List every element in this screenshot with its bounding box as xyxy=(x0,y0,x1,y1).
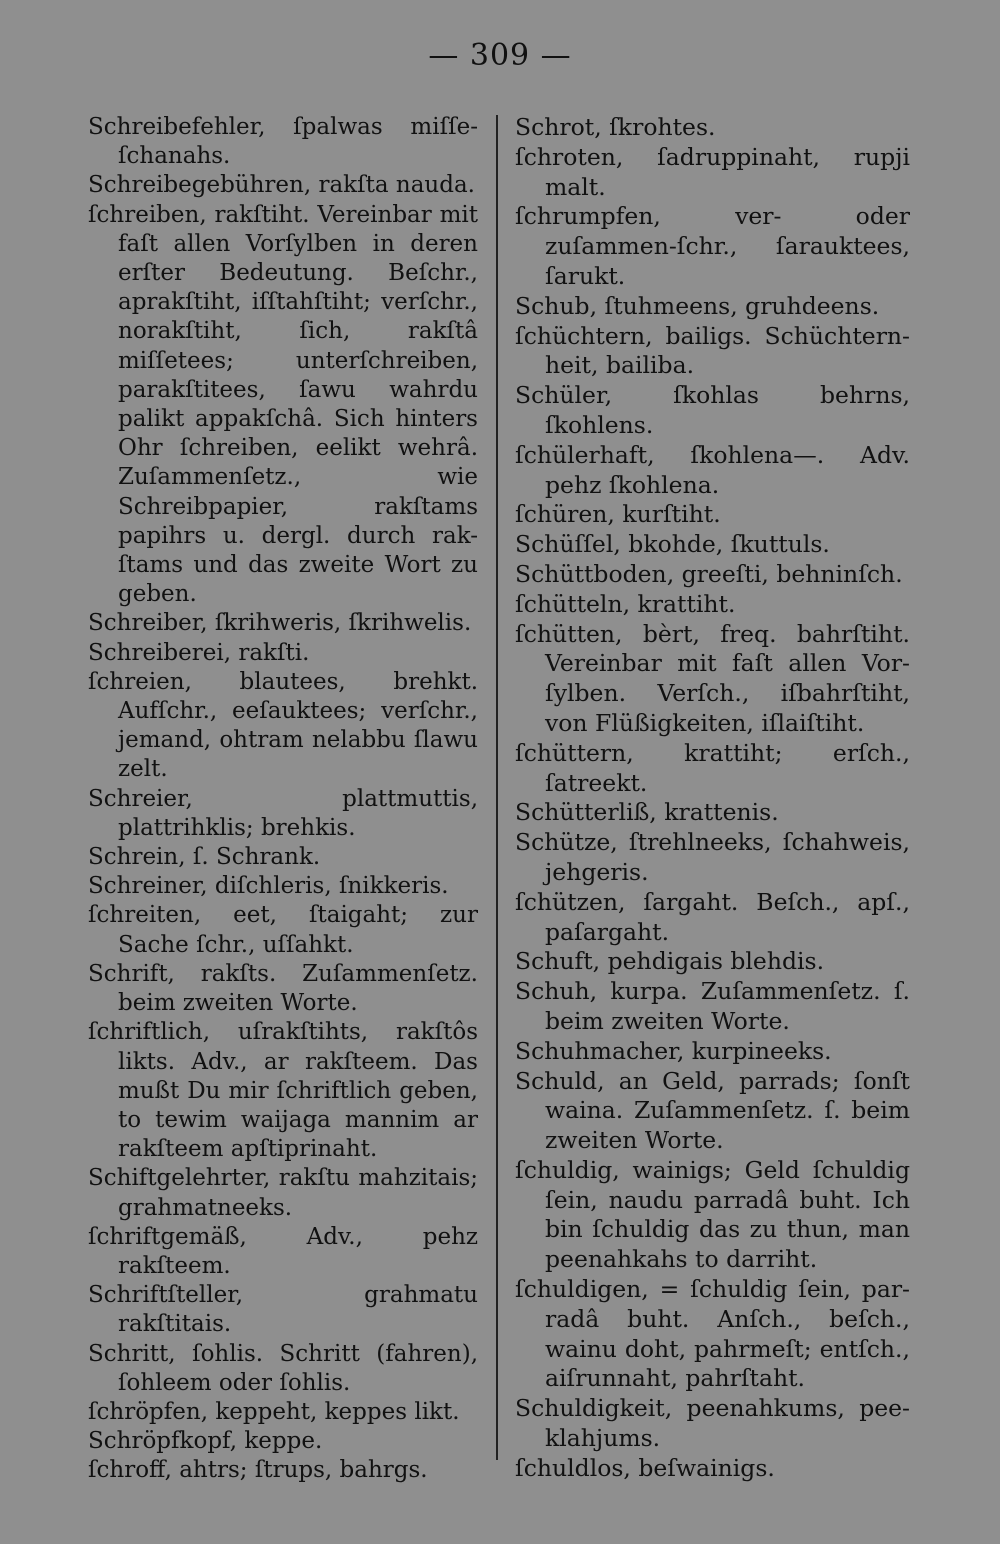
column-divider xyxy=(496,115,498,1460)
dictionary-entry: ſchreien, blautees, brehkt. Aufſchr., eeſauktees; verſchr., jemand, ohtram nelabbu ſlawu zelt. xyxy=(88,668,478,783)
dictionary-entry: Schüler, ſkohlas behrns, ſkohlens. xyxy=(515,381,910,439)
left-column xyxy=(88,113,478,1486)
dictionary-entry: Schüſſel, bkohde, ſkuttuls. xyxy=(515,530,830,559)
dictionary-entry: Schuld, an Geld, parrads; ſonſt waina. Zuſammenſetz. ſ. beim zweiten Worte. xyxy=(515,1066,910,1155)
dictionary-entry: Schreiner, diſchleris, ſnikkeris. xyxy=(88,873,449,900)
dictionary-entry: Schütterliß, krattenis. xyxy=(515,798,779,827)
dictionary-entry: ſchuldig, wainigs; Geld ſchuldig ſein, naudu parradâ buht. Ich bin ſchuldig das zu thun, man peenahkahs to darriht. xyxy=(515,1155,910,1274)
dictionary-entry: ſchülerhaft, ſkohlena—. Adv. pehz ſkohlena. xyxy=(515,440,910,499)
dictionary-entry: Schröpfkopf, keppe. xyxy=(88,1428,323,1455)
dictionary-entry: ſchüchtern, bailigs. Schüchtern-heit, bailiba. xyxy=(515,321,910,380)
dictionary-entry: Schrift, rakſts. Zuſammenſetz. beim zweiten Worte. xyxy=(88,960,478,1017)
dictionary-entry: ſchüren, kurſtiht. xyxy=(515,500,721,529)
dictionary-entry: ſchroff, ahtrs; ſtrups, bahrgs. xyxy=(88,1457,428,1484)
dictionary-entry: Schreiberei, rakſti. xyxy=(88,639,310,666)
dictionary-entry: ſchrumpfen, ver- oder zuſammen-ſchr., ſarauktees, ſarukt. xyxy=(515,202,910,290)
dictionary-entry: Schuhmacher, kurpineeks. xyxy=(515,1036,832,1065)
dictionary-entry: ſchreiten, eet, ſtaigaht; zur Sache ſchr., uſſahkt. xyxy=(88,902,478,958)
dictionary-entry: Schub, ſtuhmeens, gruhdeens. xyxy=(515,291,880,320)
dictionary-entry: Schriftſteller, grahmatu rakſtitais. xyxy=(88,1282,478,1338)
dictionary-entry: ſchütteln, krattiht. xyxy=(515,589,736,618)
dictionary-entry: ſchützen, ſargaht. Beſch., apſ., paſargaht. xyxy=(515,887,910,946)
dictionary-entry: Schüttboden, greeſti, behninſch. xyxy=(515,559,903,588)
dictionary-entry: ſchuldlos, beſwainigs. xyxy=(515,1453,775,1482)
dictionary-entry: Schreibegebühren, rakſta nauda. xyxy=(88,172,475,199)
dictionary-entry: ſchröpfen, keppeht, keppes likt. xyxy=(88,1398,460,1425)
dictionary-entry: Schuldigkeit, peenahkums, pee-klahjums. xyxy=(515,1394,910,1453)
dictionary-entry: Schiftgelehrter, rakſtu mahzitais; grahmatneeks. xyxy=(88,1165,478,1221)
dictionary-entry: Schütze, ſtrehlneeks, ſchahweis, jehgeris. xyxy=(515,828,910,886)
dictionary-entry: ſchütten, bèrt, freq. bahrſtiht. Vereinbar mit faſt allen Vor-ſylben. Verſch., iſbahrſtiht, von Flüßigkeiten, iſlaiſtiht. xyxy=(515,619,910,737)
right-column xyxy=(515,113,910,1484)
dictionary-entry: Schrein, ſ. Schrank. xyxy=(88,844,321,871)
dictionary-entry: Schreibefehler, ſpalwas miſſe-ſchanahs. xyxy=(88,114,478,170)
dictionary-entry: ſchroten, ſadruppinaht, rupji malt. xyxy=(515,142,910,201)
dictionary-entry: Schritt, ſohlis. Schritt (fahren), ſohleem oder ſohlis. xyxy=(88,1340,478,1396)
dictionary-entry: ſchriftlich, uſrakſtihts, rakſtôs likts. Adv., ar rakſteem. Das mußt Du mir ſchriftlich geben, to tewim waijaga mannim ar rakſteem apſtiprinaht. xyxy=(88,1019,478,1163)
dictionary-entry: ſchüttern, krattiht; erſch., ſatreekt. xyxy=(515,738,910,797)
dictionary-entry: ſchreiben, rakſtiht. Vereinbar mit faſt allen Vorſylben in deren erſter Bedeutung. Beſchr., aprakſtiht, iſſtahſtiht; verſchr., norakſtiht, ſich, rakſtâ miſſetees; unterſchreiben, parakſtitees, ſawu wahrdu palikt appakſchâ. Sich hinters Ohr ſchreiben, eelikt wehrâ. Zuſammenſetz., wie Schreibpapier, rakſtams papihrs u. dergl. durch rak-ſtams und das zweite Wort zu geben. xyxy=(88,201,478,608)
dictionary-entry: Schuft, pehdigais blehdis. xyxy=(515,947,825,976)
dictionary-entry: Schuh, kurpa. Zuſammenſetz. ſ. beim zweiten Worte. xyxy=(515,977,910,1035)
dictionary-entry: ſchriftgemäß, Adv., pehz rakſteem. xyxy=(88,1223,478,1279)
page-number: — 309 — xyxy=(428,38,572,73)
dictionary-entry: Schreiber, ſkrihweris, ſkrihwelis. xyxy=(88,610,472,637)
dictionary-entry: Schreier, plattmuttis, plattrihklis; brehkis. xyxy=(88,785,478,841)
dictionary-entry: Schrot, ſkrohtes. xyxy=(515,113,716,141)
dictionary-entry: ſchuldigen, = ſchuldig ſein, par-radâ buht. Anſch., beſch., wainu doht, pahrmeſt; entſch., aiſrunnaht, pahrſtaht. xyxy=(515,1275,910,1393)
